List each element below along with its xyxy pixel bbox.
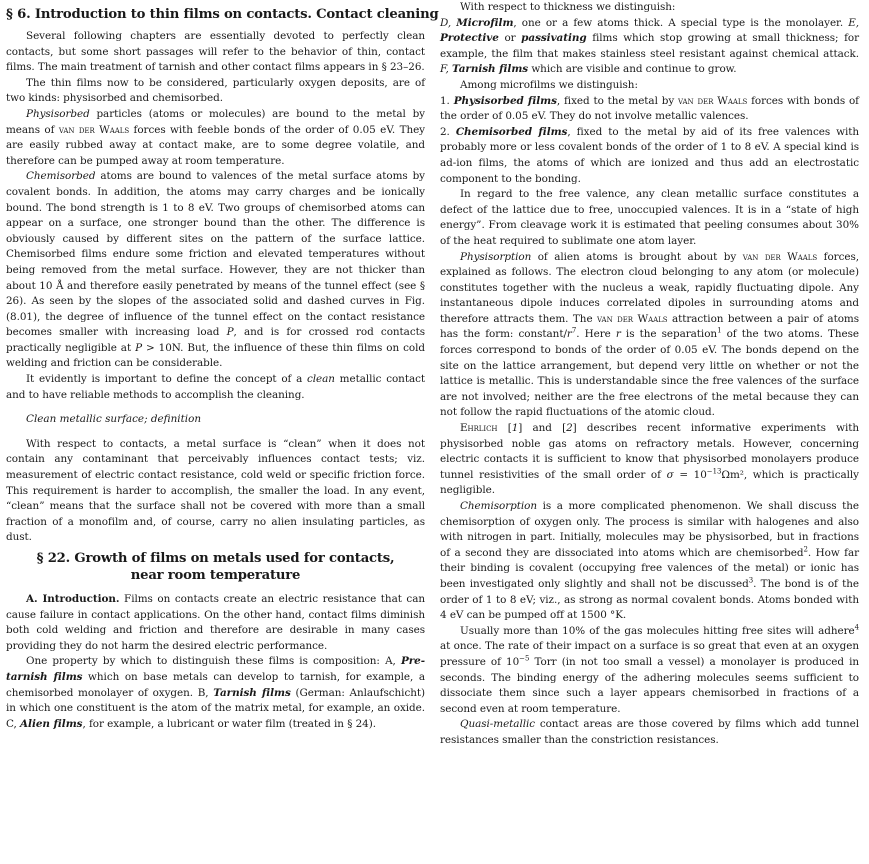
text: metallic contact and to have reliable methods to accomplish the cleaning.: [6, 373, 425, 401]
paragraph: [440, 250, 859, 422]
text: . Here: [576, 328, 616, 341]
text: , fixed to the metal by: [556, 94, 679, 107]
term: Protective: [440, 32, 499, 45]
exponent: −5: [519, 654, 530, 663]
paragraph: [6, 107, 425, 169]
footnote-marker: 2: [803, 545, 808, 554]
paragraph: [6, 169, 425, 372]
text: , for example, a lubricant or water film (treated in § 24).: [82, 717, 376, 730]
list-number: 1.: [440, 94, 454, 107]
label: E,: [848, 16, 859, 29]
text: or: [498, 32, 522, 45]
paragraph: [6, 654, 425, 732]
text: Usually more than 10% of the gas molecules hitting free sites will adhere: [460, 624, 855, 637]
paragraph: [6, 372, 425, 403]
author-name: van der Waals: [678, 94, 748, 107]
footnote-marker: 3: [748, 576, 754, 585]
text: of alien atoms is brought about by: [531, 250, 743, 263]
text: = 10: [673, 468, 707, 481]
paragraph: In regard to the free valence, any clean metallic surface constitutes a defect of the lattice due to free, unoccupied valences. It is in a “state of high energy”. From cleavage work it is estimated that peeling consumes about 30% of the heat required to sublimate one atom layer.: [440, 188, 859, 247]
paragraph: [440, 624, 859, 718]
term: Chemisorbed films: [455, 125, 568, 138]
subsection-label: A. Introduction.: [26, 593, 120, 605]
term: passivating: [521, 32, 587, 45]
text: Torr (in not too small a vessel) a monolayer is produced in seconds. The binding energy of the adhering molecules seems sufficient to dissociate them since such a layer appears chemisorbed in fractions of a second even at room temperature.: [440, 655, 859, 715]
term: Alien films: [20, 717, 83, 730]
text: , and is for crossed rod contacts practically negligible at: [6, 326, 425, 354]
term: Pre-tarnish films: [6, 655, 425, 683]
term: Tarnish films: [213, 686, 291, 699]
section-22-heading: [6, 550, 425, 584]
paragraph: Ehrlich [1] and [2] describes recent informative experiments with physisorbed noble gas atoms on refractory metals. However, concerning electric contacts it is sufficient to know that physisorbed monolayers produce tunnel resistivities of the small order of $\sigma = 10^{-13}\Omega m^2$, which is practically negligible.: [440, 422, 859, 497]
text: is a more complicated phenomenon. We shall discuss the chemisorption of oxygen only. The process is similar with halogenes and also with nitrogen in part. Initially, molecules may be physisorbed, but in fractions of a second they are dissociated into atoms which are chemisorbed: [440, 500, 859, 559]
symbol: P: [135, 341, 143, 354]
term: Tarnish films: [452, 63, 529, 76]
term: Quasi-metallic: [460, 718, 536, 731]
text: at once. The rate of their impact on a surface is so great that even at an oxygen pressure of 10: [440, 640, 859, 668]
term: Physisorbed films: [453, 94, 557, 107]
text: . How far their binding is covalent (occupying free valences of the metal) or ionic has been investigated only slightly and shall not be discussed: [440, 546, 860, 590]
paragraph: With respect to contacts, a metal surface is “clean” when it does not contain any contaminant that perceivably influences contact tests; viz. measurement of electric contact resistance, cold weld or specific friction force. This requirement is harder to accomplish, the smaller the load. In any event, “clean” means that the surface shall not be covered with more than a small fraction of a monofilm and, of course, carry no alien insulating particles, as dust.: [6, 437, 425, 544]
paragraph: [440, 16, 859, 78]
paragraph: [440, 499, 859, 624]
paragraph: [440, 125, 859, 187]
text: It evidently is important to define the concept of a: [26, 373, 307, 386]
section-6-heading: § 6. Introduction to thin films on contacts. Contact cleaning: [6, 7, 439, 22]
footnote-marker: 4: [854, 623, 859, 632]
text: forces with feeble bonds of the order of 0.05 eV. They are easily rubbed away at contact make, are to some degree volatile, and therefore can be pumped away at room temperature.: [6, 123, 426, 167]
paragraph: With respect to thickness we distinguish:: [460, 1, 676, 13]
text: One property by which to distinguish these films is composition: A,: [26, 655, 401, 668]
text: which are visible and continue to grow.: [528, 63, 737, 76]
term: Chemisorbed: [26, 170, 96, 183]
text: . The bond is of the order of 1 to 8 eV; viz., as strong as normal covalent bonds. Atoms bonded with 4 eV can be pumped off at 1500 °K.: [440, 577, 859, 622]
text: contact areas are those covered by films which add tunnel resistances smaller than the constriction resistances.: [440, 718, 859, 746]
heading-line: § 22. Growth of films on metals used for contacts,: [36, 551, 395, 566]
term: clean: [306, 373, 335, 386]
text: Ωm², which is practically negligible.: [440, 468, 859, 497]
text: atoms are bound to valences of the metal surface atoms by covalent bonds. In addition, the atoms may carry charges and be ionically bound. The bond strength is 1 to 8 eV. Two groups of chemisorbed atoms can appear on a surface, one stronger bound than the other. The difference is obviously caused by different sites on the pattern of the surface lattice. Chemisorbed films endure some friction and elevated temperatures without being removed from the metal surface. However, they are not thicker than about 10 Å and therefore easily penetrated by means of the tunnel effect (see § 26). As seen by the slopes of the associated solid and dashed curves in Fig. (8.01), the degree of influence of the tunnel effect on the contact resistance becomes smaller with increasing load: [6, 170, 425, 339]
symbol: r: [566, 328, 572, 341]
text: of the two atoms. These forces correspond to bonds of the order of 0.05 eV. The bonds depend on the site on the lattice arrangement, but depend very little on whether or not the lattice is metallic. This is understandable since the free valences of the surface are not involved; neither are the free electrons of the metal because they can not follow the rapid fluctuations of the atomic cloud.: [440, 328, 859, 419]
citation: 1: [511, 422, 519, 435]
symbol: r: [615, 328, 621, 341]
paragraph: The thin films now to be considered, particularly oxygen deposits, are of two kinds: physisorbed and chemisorbed.: [6, 76, 425, 105]
author-name: van der Waals: [58, 123, 130, 136]
paragraph: [440, 94, 859, 125]
paragraph: [440, 717, 859, 748]
text: > 10N. But, the influence of these thin films on cold welding and friction can be considerable.: [6, 341, 425, 370]
paragraph: Several following chapters are essentially devoted to perfectly clean contacts, but some short passages will refer to the behavior of thin, contact films. The main treatment of tarnish and other contact films appears in § 23–26.: [6, 30, 425, 74]
exponent: 7: [571, 327, 577, 335]
author-name: Ehrlich: [460, 422, 498, 435]
paragraph: [6, 592, 425, 654]
text: is the separation: [620, 328, 718, 341]
text: forces with bonds of the order of 0.05 eV. They do not involve metallic valences.: [440, 94, 859, 123]
term: Microfilm: [456, 16, 514, 29]
left-column: [6, 0, 439, 732]
text: forces, explained as follows. The electron cloud belonging to any atom (or molecule) constitutes together with the nucleus a weak, rapidly fluctuating dipole. Any instantaneous dipole induces correlated dipoles in surrounding atoms and therefore attracts them. The: [440, 250, 859, 325]
exponent: −13: [706, 467, 722, 476]
author-name: van der Waals: [742, 250, 818, 263]
footnote-marker: 1: [717, 327, 722, 335]
symbol: P: [226, 326, 234, 339]
list-number: 2.: [440, 125, 456, 138]
label: D,: [440, 16, 457, 29]
text: Films on contacts create an electric resistance that can cause failure in contact applications. On the other hand, contact films diminish both cold welding and friction and therefore are desirable in many cases providing they do not harm the desired electric performance.: [6, 593, 425, 652]
text: , fixed to the metal by aid of its free valences with probably more or less covalent bonds of the order of 1 to 8 eV. A special kind is ad-ion films, the atoms of which are ionized and thus add an electrostatic component to the bonding.: [440, 125, 859, 185]
subsection-heading: Clean metallic surface; definition: [26, 413, 202, 426]
author-name: van der Waals: [597, 312, 668, 325]
citation: 2: [566, 422, 573, 435]
text: describes recent informative experiments with physisorbed noble gas atoms on refractory metals. However, concerning electric contacts it is sufficient to know that physisorbed monolayers produce tunnel resistivities of the small order of: [440, 422, 859, 481]
right-column: [440, 0, 859, 749]
term: Chemisorption: [460, 500, 537, 512]
text: particles (atoms or molecules) are bound to the metal by means of: [6, 107, 425, 136]
term: Physisorbed: [26, 107, 90, 120]
text: which on base metals can develop to tarnish, for example, a chemisorbed monolayer of oxygen. B,: [6, 670, 426, 699]
term: Physisorption: [460, 250, 532, 263]
paragraph: Among microfilms we distinguish:: [460, 78, 638, 91]
text: films which stop growing at small thickness; for example, the film that makes stainless steel resistant against chemical attack.: [440, 32, 859, 60]
label: F,: [440, 63, 453, 76]
heading-line: near room temperature: [130, 568, 301, 583]
text: , one or a few atoms thick. A special type is the monolayer.: [513, 16, 849, 29]
text: attraction between a pair of atoms has the form: constant/: [440, 312, 859, 341]
text: (German: Anlaufschicht) in which one constituent is the atom of the matrix metal, for example, an oxide. C,: [6, 686, 425, 730]
symbol: σ: [666, 468, 674, 481]
